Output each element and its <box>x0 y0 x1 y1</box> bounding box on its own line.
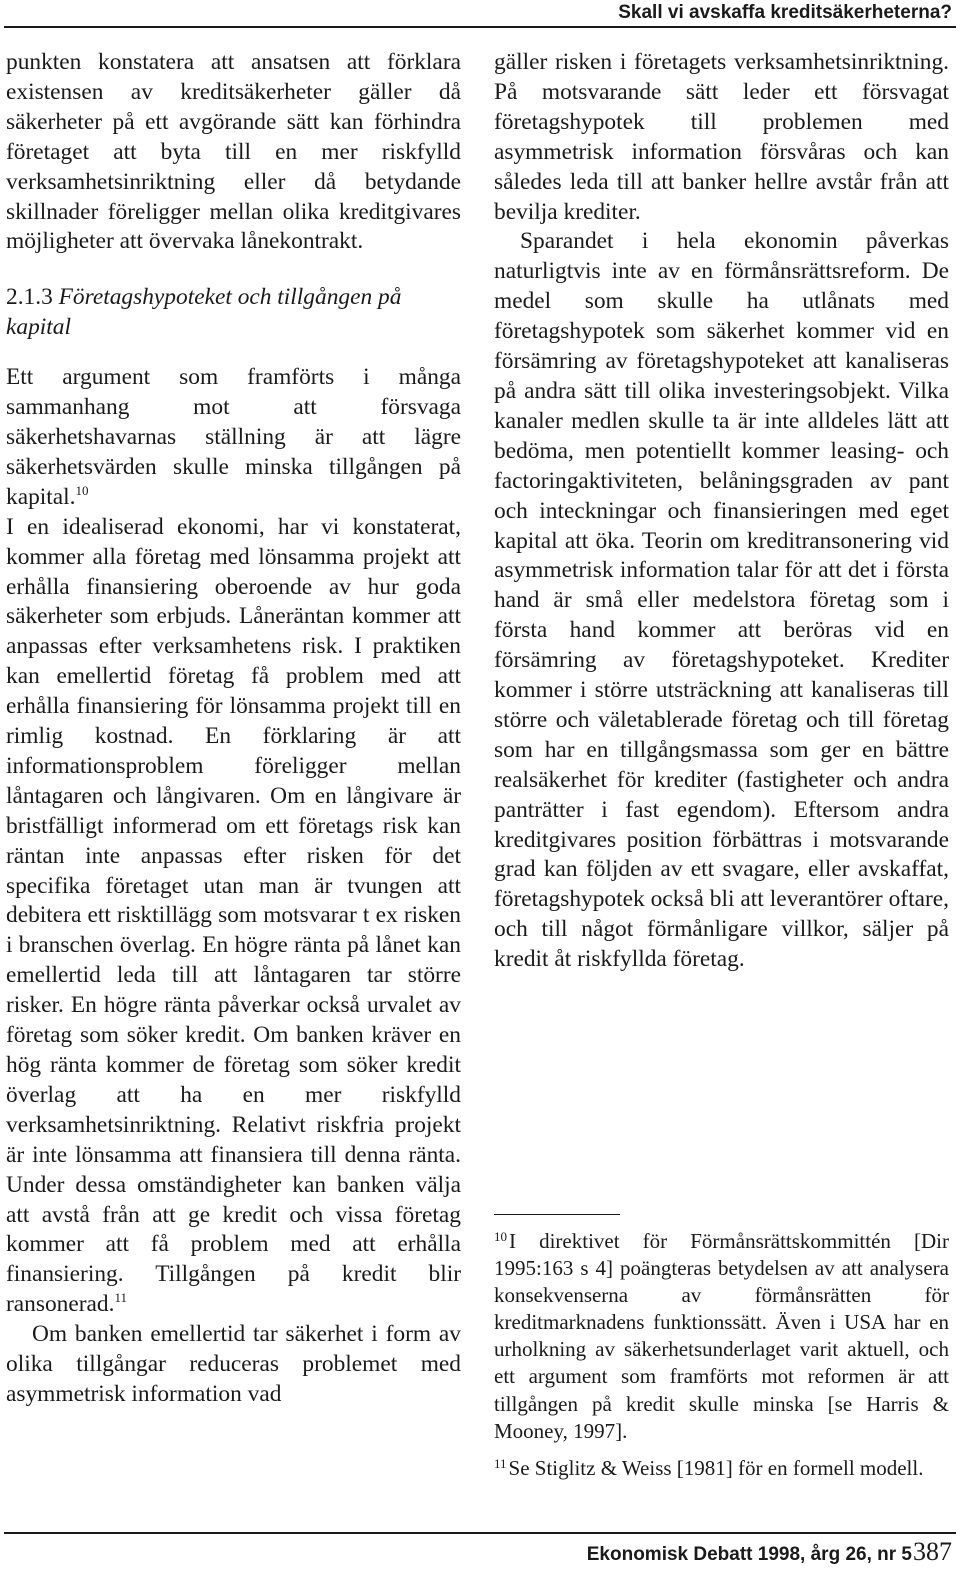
left-column <box>6 48 461 1410</box>
journal-footer: Ekonomisk Debatt 1998, årg 26, nr 5 <box>586 1544 912 1565</box>
section-number: 2.1.3 <box>6 284 53 311</box>
left-paragraph-4: Om banken emellertid tar säkerhet i form av olika tillgångar reduceras problemet med asymmetrisk information vad <box>6 1321 461 1407</box>
running-head: Skall vi avskaffa kreditsäkerheterna? <box>618 2 952 23</box>
footnote-rule <box>494 1214 620 1215</box>
footnote-ref-11: 11 <box>114 1290 127 1306</box>
left-paragraph-2 <box>6 363 461 513</box>
footnotes <box>494 1228 949 1492</box>
right-paragraph-2: Sparandet i hela ekonomin påverkas naturligtvis inte av en förmånsrättsreform. De medel som skulle ha utlånats med företagshypotek som säkerhet kommer vid en försämring av företagshypoteket att kanaliseras på andra sätt till olika investeringsobjekt. Vilka kanaler medlen skulle ta är inte alldeles lätt att bedöma, men potentiellt kommer leasing- och factoringaktiviteten, belåningsgraden av pant och inteckningar och finansieringen med eget kapital att öka. Teorin om kreditransonering vid asymmetrisk information talar för att det i första hand är små eller medelstora företag som i första hand kommer att beröras vid en försämring av företagshypoteket. Krediter kommer i större utsträckning att kanaliseras till större och väletablerade företag och till företag som har en tillgångsmassa som ger en bättre realsäkerhet för krediter (fastigheter och andra panträtter i fast egendom). Eftersom andra kreditgivares position förbättras i motsvarande grad kan följden av ett svagare, eller avskaffat, företagshypotek också bli att leverantörer oftare, och till något förmånligare villkor, säljer på kredit åt riskfyllda företag. <box>494 228 949 973</box>
left-paragraph-3 <box>6 513 461 1320</box>
footnote-11 <box>494 1455 949 1482</box>
right-paragraph-1: gäller risken i företagets verksamhetsinriktning. På motsvarande sätt leder ett försvagat företagshypotek till problemen med asymmetrisk information försvåras och kan således leda till att banker hellre avstår från att bevilja krediter. <box>494 49 949 225</box>
footnote-ref-10: 10 <box>75 482 89 498</box>
footnote-10 <box>494 1228 949 1445</box>
header-rule <box>4 26 956 28</box>
footer-rule <box>4 1532 956 1534</box>
footnote-number-11: 11 <box>494 1455 507 1471</box>
footnote-text-11: Se Stiglitz & Weiss [1981] för en formell modell. <box>508 1455 924 1480</box>
left-paragraph-1: punkten konstatera att ansatsen att förklara existensen av kreditsäkerheter gäller då säkerheter på ett avgörande sätt kan förhindra företaget att byta till en mer riskfylld verksamhetsinriktning eller då betydande skillnader föreligger mellan olika kreditgivares möjligheter att övervaka lånekontrakt. <box>6 49 461 255</box>
left-paragraph-2-text: Ett argument som framförts i många sammanhang mot att försvaga säkerhetshavarnas ställning är att lägre säkerhetsvärden skulle minska tillgången på kapital. <box>6 364 461 510</box>
section-heading <box>6 283 461 343</box>
page-number: 387 <box>913 1537 952 1566</box>
left-paragraph-3-text: I en idealiserad ekonomi, har vi konstaterat, kommer alla företag med lönsamma projekt att erhålla finansiering oberoende av hur goda säkerheter som erbjuds. Låneräntan kommer att anpassas efter verksamhetens risk. I praktiken kan emellertid företag få problem med att erhålla finansiering för lönsamma projekt till en rimlig kostnad. En förklaring är att informationsproblem föreligger mellan låntagaren och långivaren. Om en långivare är bristfälligt informerad om ett företags risk kan räntan inte anpassas efter risken för det specifika företaget utan man är tvungen att debitera ett risktillägg som motsvarar t ex risken i branschen överlag. En högre ränta på lånet kan emellertid leda till att låntagaren tar större risker. En högre ränta påverkar också urvalet av företag som söker kredit. Om banken kräver en hög ränta kommer de företag som söker kredit överlag att ha en mer riskfylld verksamhetsinriktning. Relativt riskfria projekt är inte lönsamma att finansiera till denna ränta. Under dessa omständigheter kan banken välja att avstå från att ge kredit och vissa företag kommer att få problem med att erhålla finansiering. Tillgången på kredit blir ransonerad. <box>6 513 461 1318</box>
right-column <box>494 48 949 975</box>
footnote-text-10: I direktivet för Förmånsrättskommittén [Dir 1995:163 s 4] poängteras betydelsen av att analysera konsekvenserna av förmånsrätten för kreditmarknadens funktionssätt. Även i USA har en urholkning av säkerhetsunderlaget varit aktuell, och ett argument som framförts mot reformen är att tillgången på kredit skulle minska [se Harris & Mooney, 1997]. <box>494 1229 949 1443</box>
section-title: Företagshypoteket och tillgången på kapital <box>6 284 402 341</box>
footnote-number-10: 10 <box>494 1229 507 1244</box>
